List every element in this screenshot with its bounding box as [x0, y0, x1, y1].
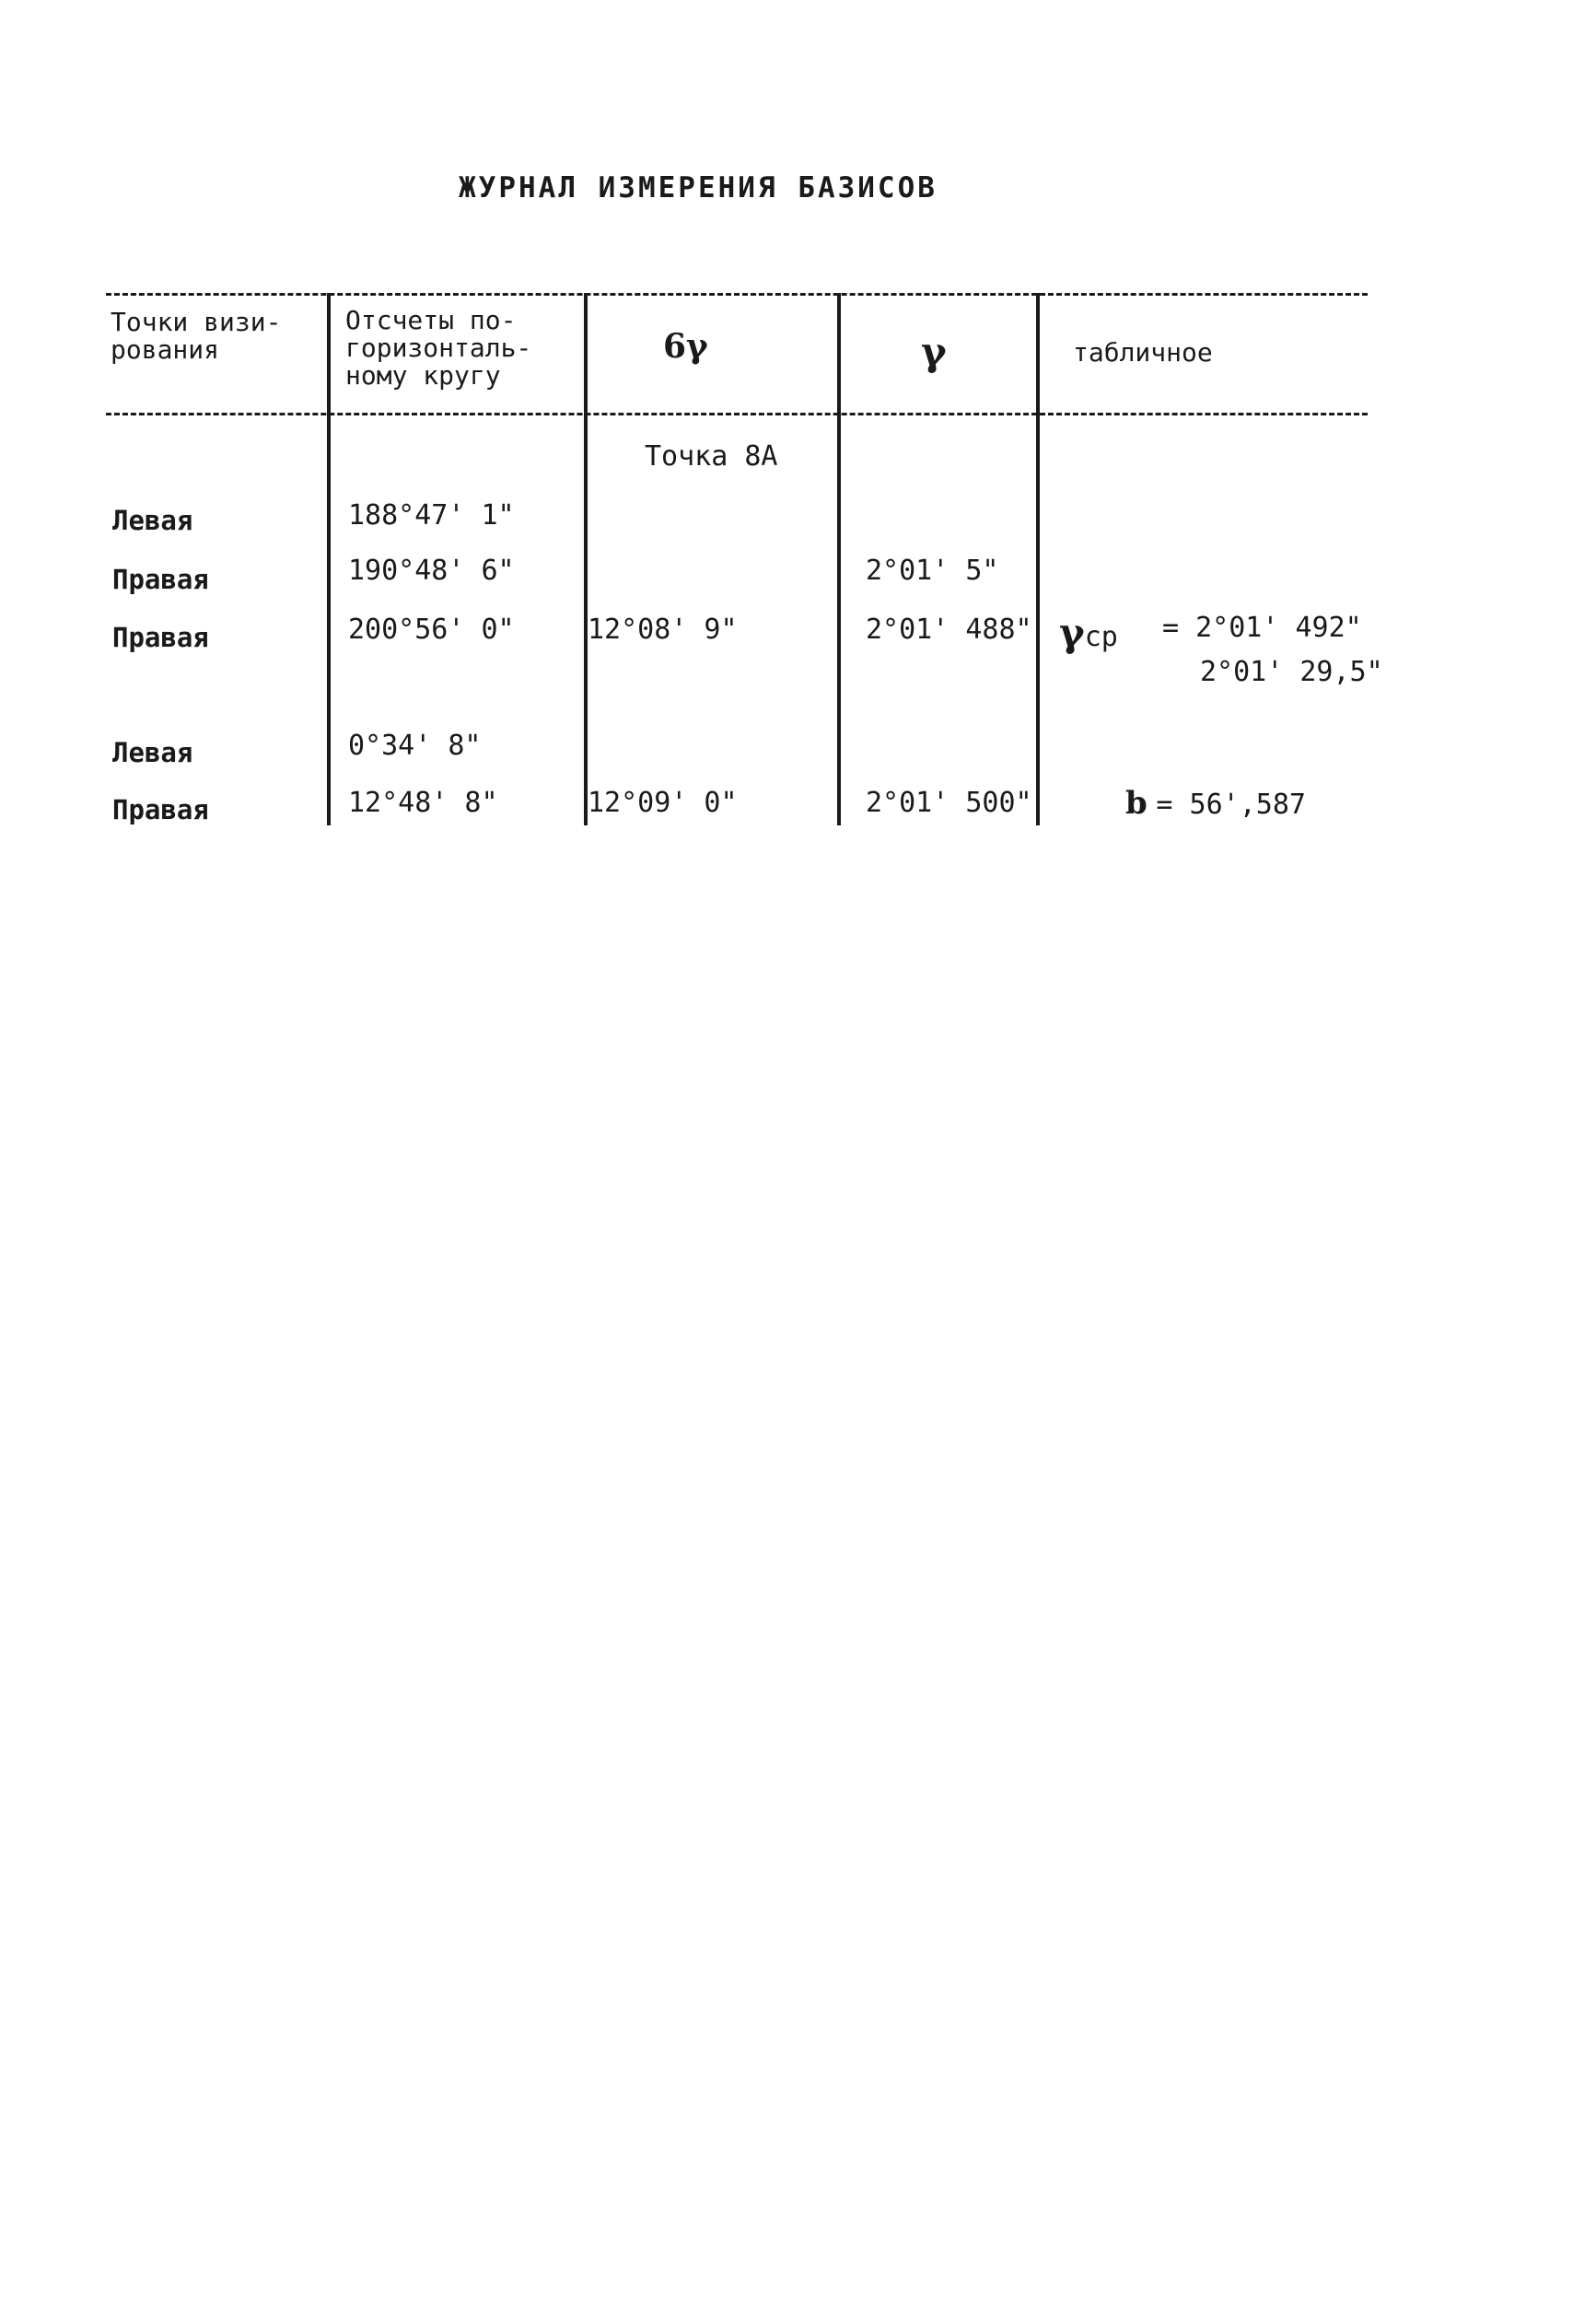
row-2-reading: 190°48' 6": [348, 555, 515, 587]
row-3-reading: 200°56' 0": [348, 614, 515, 646]
row-2-point: Правая: [112, 564, 209, 595]
row-1-point: Левая: [112, 505, 193, 536]
page-title: ЖУРНАЛ ИЗМЕРЕНИЯ БАЗИСОВ: [459, 171, 938, 205]
row-1-reading: 188°47' 1": [348, 499, 515, 532]
b-symbol: b: [1125, 785, 1147, 822]
row-5-point: Правая: [112, 794, 209, 825]
column-divider-1: [327, 293, 331, 825]
gamma-mean-value-2: 2°01' 29,5": [1200, 656, 1383, 688]
column-divider-4: [1036, 293, 1040, 825]
header-two-gamma: 6γ: [663, 327, 708, 366]
gamma-mean-value-1: = 2°01' 492": [1162, 612, 1362, 644]
column-divider-2: [584, 293, 588, 825]
header-tabular: табличное: [1073, 337, 1213, 368]
gamma-mean-subscript: ср: [1084, 621, 1118, 653]
row-2-gamma: 2°01' 5": [866, 555, 999, 587]
gamma-symbol: γ: [1059, 610, 1085, 655]
b-value: = 56',587: [1156, 789, 1306, 821]
row-3-two-gamma: 12°08' 9": [588, 614, 738, 646]
row-3-point: Правая: [112, 622, 209, 653]
column-divider-3: [837, 293, 841, 825]
row-5-gamma: 2°01' 500": [866, 787, 1032, 819]
header-readings: Отсчеты по- горизонталь- ному кругу: [345, 305, 532, 391]
table-header-rule: [106, 413, 1368, 415]
gamma-mean-label: [1059, 610, 1118, 655]
b-result: [1125, 785, 1306, 822]
row-5-reading: 12°48' 8": [348, 787, 498, 819]
row-5-two-gamma: 12°09' 0": [588, 787, 738, 819]
row-4-point: Левая: [112, 737, 193, 768]
row-4-reading: 0°34' 8": [348, 730, 482, 762]
header-gamma: γ: [921, 329, 947, 374]
table-top-rule: [106, 293, 1368, 296]
header-points: Точки визи- рования: [111, 307, 282, 365]
row-3-gamma: 2°01' 488": [866, 614, 1032, 646]
section-label: Точка 8А: [645, 440, 778, 473]
